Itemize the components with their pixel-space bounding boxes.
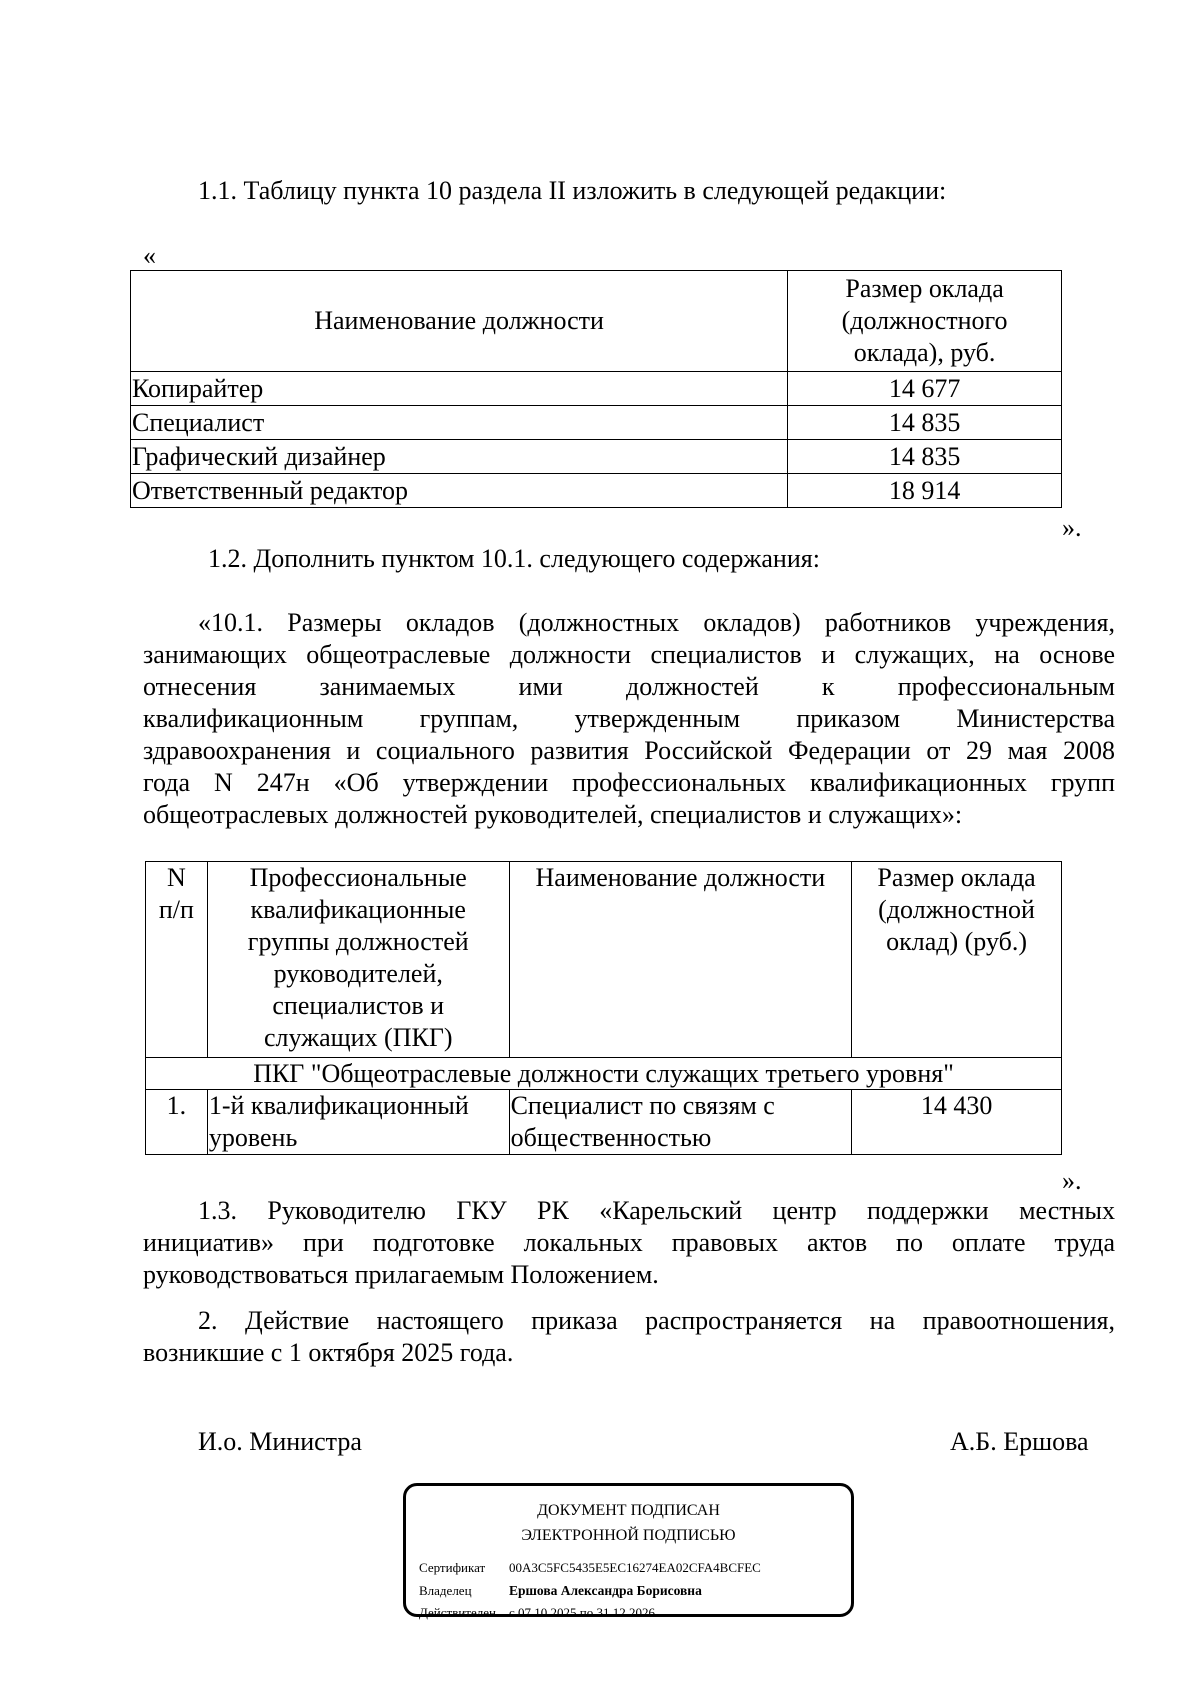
- header-num: N п/п: [146, 862, 208, 1058]
- table-row: [131, 406, 1062, 440]
- paragraph-10-1: «10.1. Размеры окладов (должностных окладов) работников учреждения, занимающих общеотраслевые должности специалистов и служащих, на основе отнесения занимаемых ими должностей к профессиональным квалификационным группам, утвержденным приказом Министерства здравоохранения и социального развития Российской Федерации от 29 мая 2008 года N 247н «Об утверждении профессиональных квалификационных групп общеотраслевых должностей руководителей, специалистов и служащих»:: [143, 608, 1115, 829]
- table-row: [131, 440, 1062, 474]
- stamp-certificate: Сертификат 00A3C5FC5435E5EC16274EA02CFA4BCFEC: [419, 1560, 761, 1575]
- quote-close-1: ».: [1062, 513, 1082, 542]
- position-name: Копирайтер: [131, 372, 788, 406]
- salary-value: 18 914: [788, 474, 1062, 508]
- quote-open: «: [143, 241, 156, 270]
- table-row: [131, 474, 1062, 508]
- row-num: 1.: [146, 1090, 208, 1155]
- salary-value: 14 835: [788, 406, 1062, 440]
- paragraph-1-1: 1.1. Таблицу пункта 10 раздела II изложить в следующей редакции:: [198, 176, 947, 205]
- stamp-owner: Владелец Ершова Александра Борисовна: [419, 1583, 702, 1598]
- quote-close-2: ».: [1062, 1166, 1082, 1195]
- stamp-title-line-2: ЭЛЕКТРОННОЙ ПОДПИСЬЮ: [521, 1527, 736, 1544]
- position-name: Графический дизайнер: [131, 440, 788, 474]
- header-salary: Размер оклада (должностного оклада), руб.: [788, 271, 1062, 372]
- header-position: Наименование должности: [131, 271, 788, 372]
- group-title: ПКГ "Общеотраслевые должности служащих третьего уровня": [146, 1058, 1062, 1090]
- header-position: Наименование должности: [509, 862, 852, 1058]
- position-name: Ответственный редактор: [131, 474, 788, 508]
- table-header-row: [131, 271, 1062, 372]
- e-signature-stamp: [403, 1483, 854, 1620]
- salary-value: 14 677: [788, 372, 1062, 406]
- signature-role: И.о. Министра: [198, 1427, 362, 1456]
- table-header-row: [146, 862, 1062, 1058]
- stamp-title-line-1: ДОКУМЕНТ ПОДПИСАН: [537, 1502, 720, 1519]
- salary-table-2: [145, 861, 1062, 1155]
- paragraph-1-2: 1.2. Дополнить пунктом 10.1. следующего содержания:: [208, 544, 820, 573]
- salary-value: 14 835: [788, 440, 1062, 474]
- salary-value: 14 430: [852, 1090, 1062, 1155]
- header-salary: Размер оклада (должностной оклад) (руб.): [852, 862, 1062, 1058]
- group-row: [146, 1058, 1062, 1090]
- paragraph-2: 2. Действие настоящего приказа распространяется на правоотношения, возникшие с 1 октября 2025 года.: [143, 1306, 1115, 1367]
- qualification-level: 1-й квалификационный уровень: [207, 1090, 509, 1155]
- salary-table-1: [130, 270, 1062, 508]
- position-name: Специалист по связям с общественностью: [509, 1090, 852, 1155]
- table-row: [131, 372, 1062, 406]
- signature-name: А.Б. Ершова: [950, 1427, 1089, 1456]
- table-row: [146, 1090, 1062, 1155]
- header-pkg: Профессиональные квалификационные группы должностей руководителей, специалистов и служащих (ПКГ): [207, 862, 509, 1058]
- position-name: Специалист: [131, 406, 788, 440]
- paragraph-1-3: 1.3. Руководителю ГКУ РК «Карельский центр поддержки местных инициатив» при подготовке локальных правовых актов по оплате труда руководствоваться прилагаемым Положением.: [143, 1196, 1115, 1289]
- stamp-validity: Действителен с 07.10.2025 по 31.12.2026: [419, 1605, 655, 1620]
